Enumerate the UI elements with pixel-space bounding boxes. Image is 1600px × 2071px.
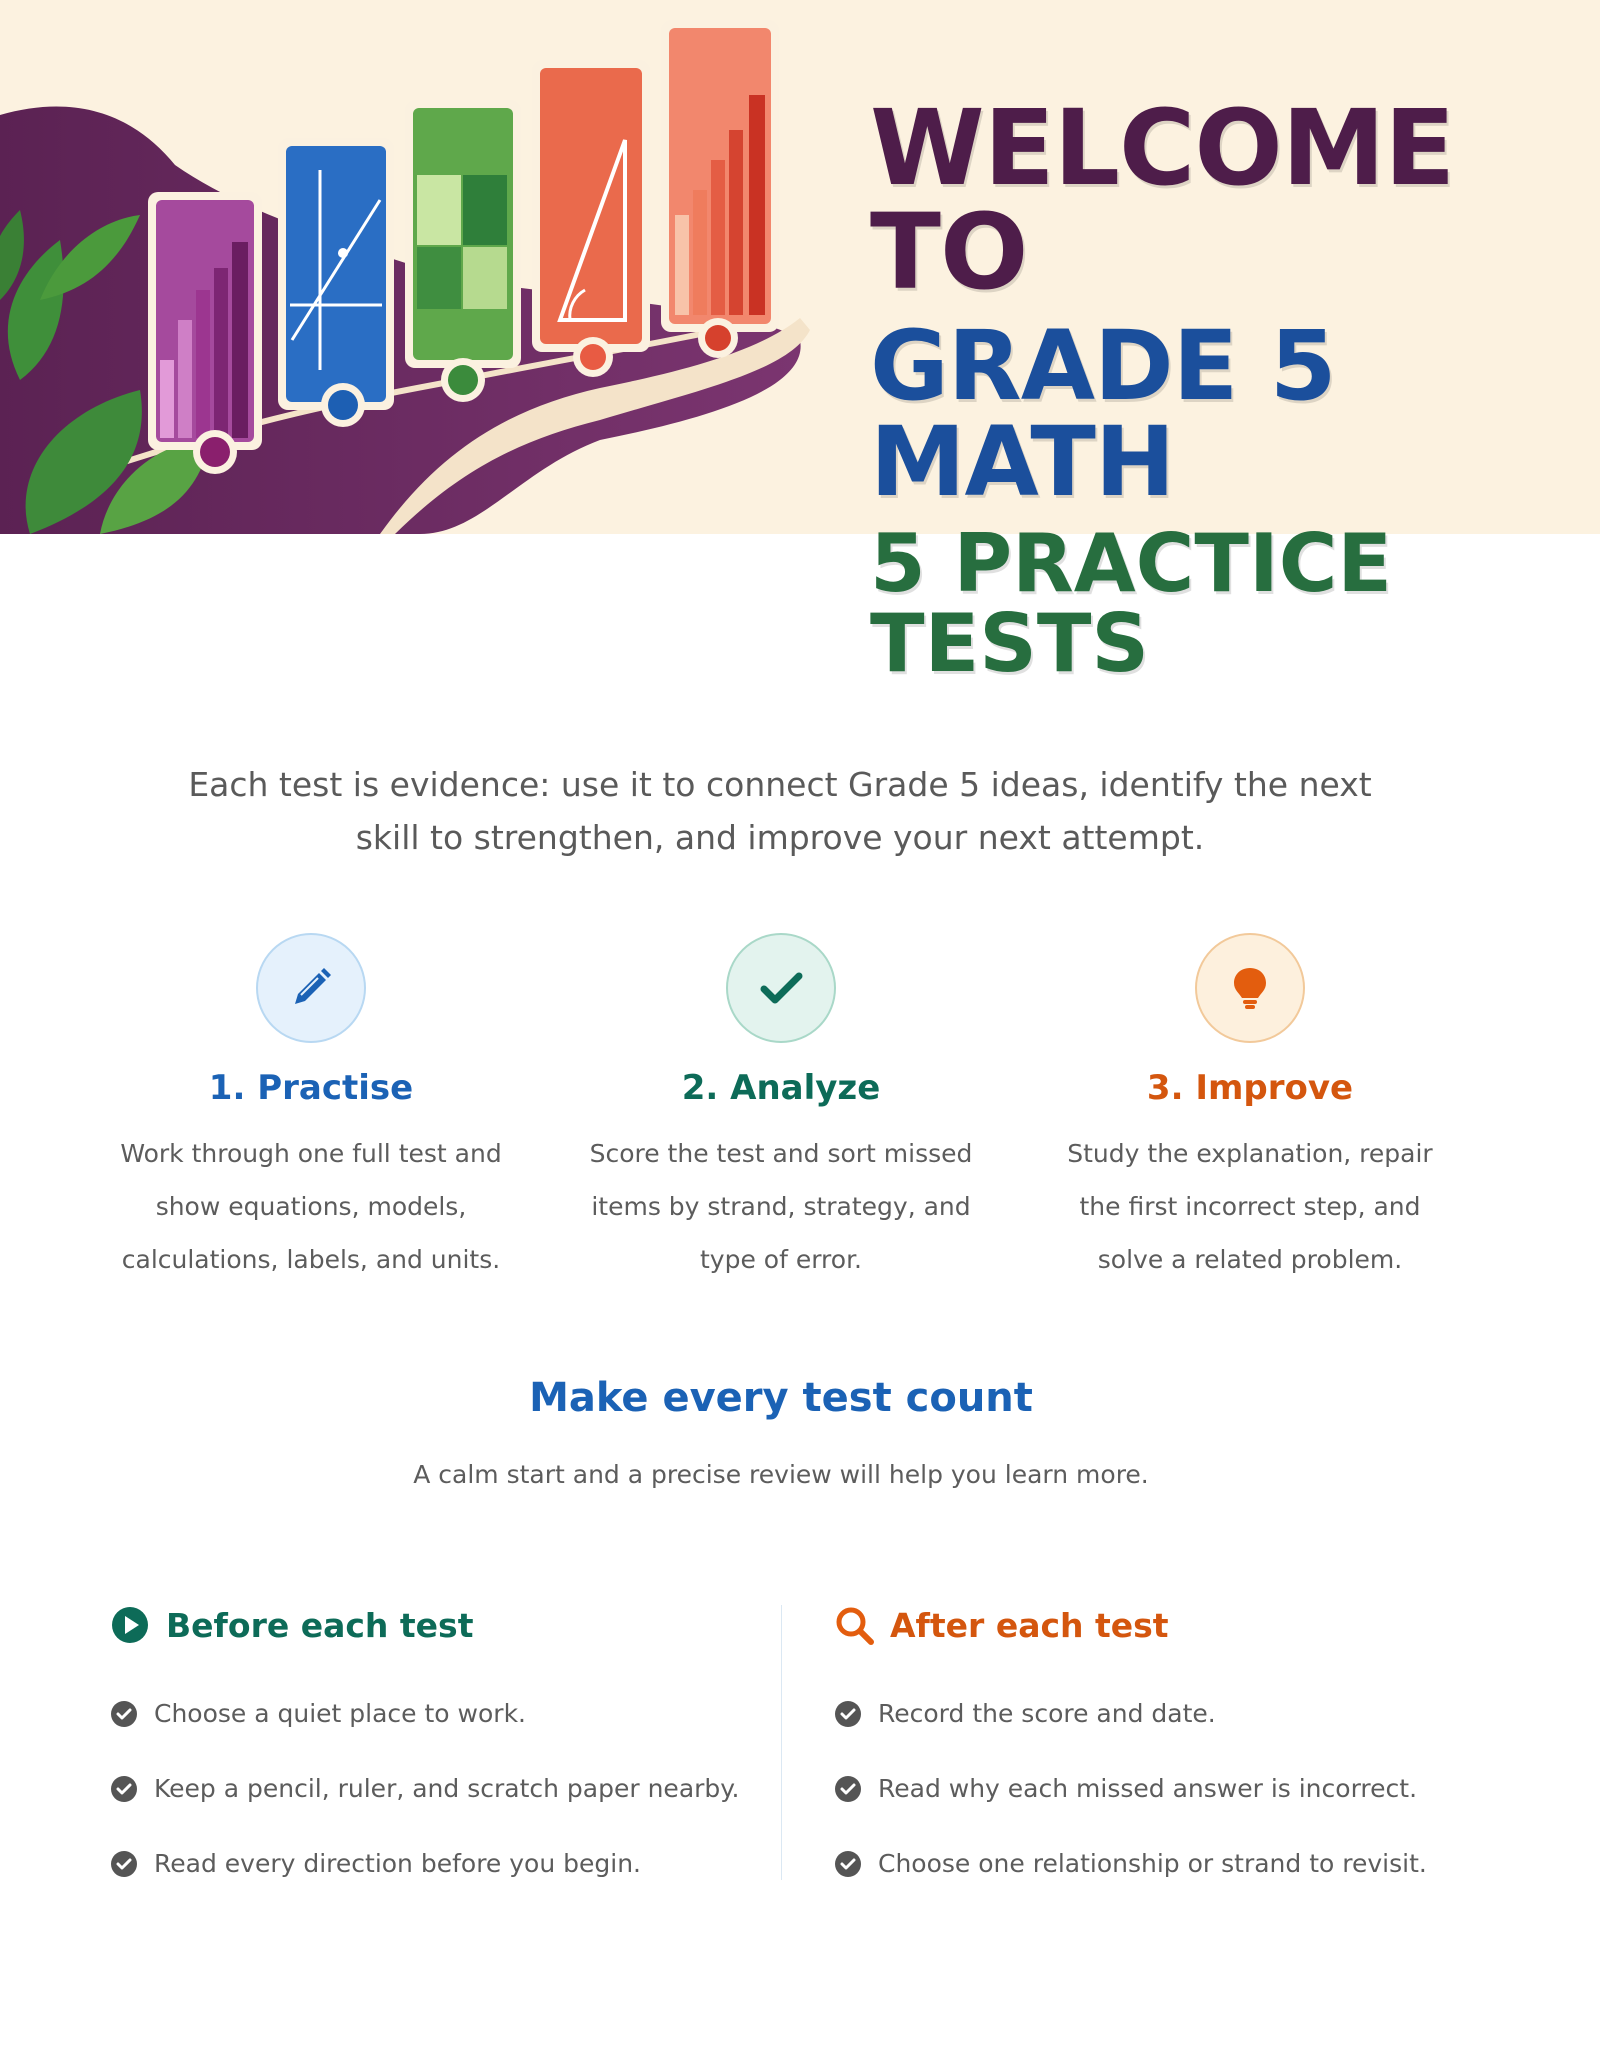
magnifier-icon	[834, 1605, 874, 1645]
hero-title-line2: GRADE 5 MATH	[870, 310, 1336, 518]
list-item	[834, 1751, 1484, 1826]
hero-banner	[0, 0, 1600, 690]
step-title: 3. Improve	[1146, 1068, 1354, 1108]
list-item	[110, 1676, 760, 1751]
check-circle-icon	[834, 1775, 862, 1803]
step-improve	[1040, 933, 1460, 1286]
check-circle-icon	[834, 1850, 862, 1878]
column-divider	[781, 1605, 782, 1880]
before-heading	[110, 1600, 760, 1650]
before-heading-label: Before each test	[166, 1605, 474, 1645]
after-heading	[834, 1600, 1484, 1650]
check-circle-icon	[110, 1700, 138, 1728]
before-column	[110, 1600, 760, 1901]
step-text: Study the explanation, repair the first incorrect step, and solve a related problem.	[1067, 1139, 1433, 1274]
step-text: Score the test and sort missed items by strand, strategy, and type of error.	[589, 1139, 973, 1274]
check-icon	[726, 933, 836, 1043]
list-item	[834, 1676, 1484, 1751]
section-subtitle: A calm start and a precise review will help you learn more.	[413, 1460, 1149, 1489]
bar-chart-card	[148, 192, 262, 474]
list-item-text: Choose a quiet place to work.	[154, 1699, 526, 1728]
pencil-icon	[256, 933, 366, 1043]
step-text: Work through one full test and show equations, models, calculations, labels, and units.	[120, 1139, 502, 1274]
hero-title	[870, 87, 1590, 690]
intro-text: Each test is evidence: use it to connect Grade 5 ideas, identify the next skill to strengthen, and improve your next attempt.	[188, 765, 1372, 857]
hero-title-line3: 5 PRACTICE TESTS	[870, 517, 1393, 690]
list-item-text: Read every direction before you begin.	[154, 1849, 641, 1878]
check-circle-icon	[110, 1850, 138, 1878]
grid-card	[405, 100, 521, 402]
list-item-text: Read why each missed answer is incorrect.	[878, 1774, 1418, 1803]
after-list	[834, 1676, 1484, 1901]
graph-card	[278, 138, 394, 427]
lightbulb-icon	[1195, 933, 1305, 1043]
step-practise	[101, 933, 521, 1286]
step-title: 2. Analyze	[681, 1068, 881, 1108]
list-item	[110, 1826, 760, 1901]
list-item-text: Choose one relationship or strand to revisit.	[878, 1849, 1427, 1878]
list-item-text: Record the score and date.	[878, 1699, 1216, 1728]
list-item	[110, 1751, 760, 1826]
bar-chart-card-2	[661, 20, 779, 358]
after-heading-label: After each test	[890, 1605, 1169, 1645]
list-item-text: Keep a pencil, ruler, and scratch paper nearby.	[154, 1774, 740, 1803]
check-circle-icon	[110, 1775, 138, 1803]
list-item	[834, 1826, 1484, 1901]
step-title: 1. Practise	[208, 1068, 414, 1108]
step-analyze	[571, 933, 991, 1286]
before-list	[110, 1676, 760, 1901]
geometry-card	[532, 60, 650, 377]
section-title: Make every test count	[529, 1375, 1033, 1421]
after-column	[834, 1600, 1484, 1901]
play-circle-icon	[110, 1605, 150, 1645]
hero-title-line1: WELCOME TO	[870, 87, 1455, 313]
check-circle-icon	[834, 1700, 862, 1728]
